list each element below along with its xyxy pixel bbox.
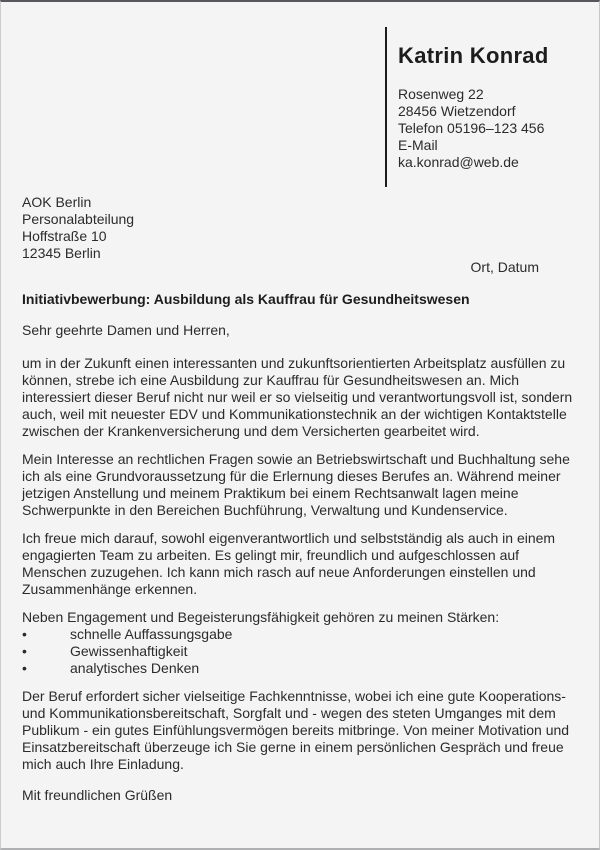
sender-name: Katrin Konrad	[398, 43, 549, 68]
paragraph-3: Ich freue mich darauf, sowohl eigenverantwortlich und selbstständig als auch in einem engagierten Team zu arbeiten. Es gelingt mir, freundlich und aufgeschlossen auf Menschen zuzugehen. Ich kann mich rasch auf neue Anforderungen einstellen und Zusammenhänge erkennen.	[22, 530, 556, 597]
recipient-city: 12345 Berlin	[22, 245, 101, 261]
recipient-street: Hoffstraße 10	[22, 228, 107, 244]
list-item-label: Gewissenhaftigkeit	[70, 643, 188, 659]
paragraph-1: um in der Zukunft einen interessanten und zukunftsorientierten Arbeitsplatz ausfüllen zu können, strebe ich eine Ausbildung zur Kauffrau für Gesundheitswesen an. Mich interessiert dieser Beruf nicht nur weil er so vielseitig und verantwortungsvoll ist, sondern auch, weil mit neuester EDV und Kommunikationstechnik an der wichtigen Kontaktstelle zwischen der Krankenversicherung und dem Versicherten gearbeitet wird.	[22, 355, 573, 439]
list-item-label: analytisches Denken	[70, 660, 200, 676]
closing-line: Mit freundlichen Grüßen	[22, 787, 173, 803]
subject-line: Initiativbewerbung: Ausbildung als Kauffrau für Gesundheitswesen	[22, 291, 470, 307]
paragraph-2: Mein Interesse an rechtlichen Fragen sowie an Betriebswirtschaft und Buchhaltung sehe ich als eine Grundvoraussetzung für die Erlernung dieses Berufes an. Während meiner jetzigen Anstellung und meinem Praktikum bei einem Rechtsanwalt lagen meine Schwerpunkte in den Bereichen Buchführung, Verwaltung und Kundenservice.	[22, 451, 570, 518]
bullet-icon: •	[22, 626, 27, 642]
sender-email: ka.konrad@web.de	[398, 154, 519, 170]
paragraph-4: Der Beruf erfordert sicher vielseitige Fachkenntnisse, wobei ich eine gute Kooperations- und Kommunikationsbereitschaft, Sorgfalt und - wegen des steten Umganges mit dem Publikum - ein gutes Einfühlungsvermögen bereits mitbringe. Von meiner Motivation und Einsatzbereitschaft überzeuge ich Sie gerne in einem persönlichen Gespräch und freue mich auch Ihre Einladung.	[22, 688, 570, 772]
salutation: Sehr geehrte Damen und Herren,	[22, 322, 230, 338]
strengths-intro: Neben Engagement und Begeisterungsfähigkeit gehören zu meinen Stärken:	[22, 609, 500, 625]
recipient-block	[22, 194, 134, 262]
letter-body	[22, 291, 584, 804]
strengths-list	[22, 626, 584, 677]
bullet-icon: •	[22, 643, 27, 659]
sender-address	[398, 86, 591, 171]
list-item	[22, 660, 584, 677]
recipient-department: Personalabteilung	[22, 211, 135, 227]
sender-block	[385, 27, 591, 187]
list-item	[22, 626, 584, 643]
bullet-icon: •	[22, 660, 27, 676]
place-date-line: Ort, Datum	[470, 259, 539, 275]
recipient-company: AOK Berlin	[22, 194, 92, 210]
sender-city: 28456 Wietzendorf	[398, 103, 516, 119]
sender-email-label: E-Mail	[398, 137, 438, 153]
list-item-label: schnelle Auffassungsgabe	[70, 626, 233, 642]
sender-street: Rosenweg 22	[398, 86, 484, 102]
sender-phone: Telefon 05196–123 456	[398, 120, 545, 136]
list-item	[22, 643, 584, 660]
